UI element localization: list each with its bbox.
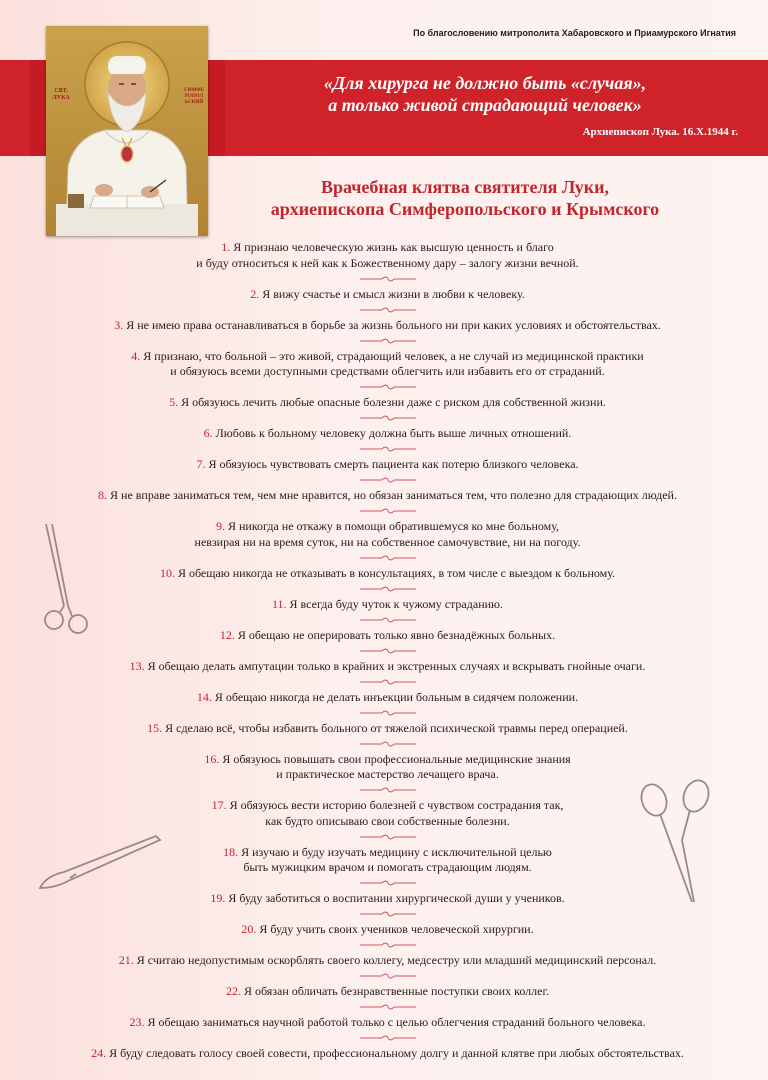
oath-item-text: Я считаю недопустимым оскорблять своего коллегу, медсестру или младший медицинский персонал. [136, 953, 657, 967]
oath-item-number: 11. [271, 596, 287, 611]
forceps-icon [38, 520, 98, 640]
oath-item-text: Я буду следовать голосу своей совести, профессиональному долгу и данной клятве при любых обстоятельствах. [109, 1046, 684, 1060]
ornament-divider [20, 302, 755, 318]
oath-item [20, 519, 755, 550]
oath-item-text: Я сделаю всё, чтобы избавить больного от тяжелой психической травмы перед операцией. [165, 720, 628, 735]
oath-item-number: 8. [98, 488, 108, 502]
ornament-divider [20, 969, 755, 985]
oath-item-number: 5. [169, 395, 179, 409]
oath-item-text: Я обязуюсь повышать свои профессиональные медицинские знания и практическое мастерство лечащего врача. [222, 751, 571, 781]
oath-item [20, 349, 755, 380]
oath-item-number: 6. [203, 426, 213, 440]
oath-item [20, 287, 755, 303]
oath-item-number: 13. [129, 658, 145, 673]
ornament-divider [20, 504, 755, 520]
oath-item-text: Я буду учить своих учеников человеческой хирургии. [259, 922, 534, 936]
oath-item-number: 4. [131, 348, 141, 363]
oath-item-number: 20. [241, 922, 257, 936]
ornament-divider [20, 643, 755, 659]
quote-line-1: «Для хирурга не должно быть «случая», [323, 73, 647, 93]
oath-item-text: Я обещаю делать ампутации только в крайних и экстренных случаях и вскрывать гнойные очаги. [147, 658, 646, 673]
oath-item [20, 597, 755, 613]
oath-item [20, 566, 755, 582]
oath-item-text: Я вижу счастье и смысл жизни в любви к человеку. [262, 286, 525, 301]
oath-item-number: 2. [250, 286, 260, 301]
oath-list [20, 240, 755, 1062]
quote-text [225, 72, 745, 116]
oath-item-text: Я изучаю и буду изучать медицину с исключительной целью быть мужицким врачом и помогать страдающим людям. [241, 844, 552, 874]
saint-portrait-icon [46, 26, 208, 236]
ornament-divider [20, 1000, 755, 1016]
oath-item-number: 18. [223, 844, 239, 859]
page-title [200, 176, 730, 220]
ornament-divider [20, 380, 755, 396]
oath-item-number: 24. [91, 1046, 107, 1060]
oath-item-number: 19. [210, 891, 226, 905]
oath-item [20, 1046, 755, 1062]
oath-item-text: Я обещаю не оперировать только явно безнадёжных больных. [237, 627, 556, 642]
oath-item [20, 395, 755, 411]
ornament-divider [20, 550, 755, 566]
oath-item [20, 240, 755, 271]
ornament-divider [20, 411, 755, 427]
icon-inscription-right: СИМФЕРОПОЛЬСКИЙ [184, 88, 204, 105]
oath-item-number: 12. [219, 627, 235, 642]
oath-item-text: Я обещаю заниматься научной работой только с целью облегчения страданий больного человека. [147, 1015, 646, 1029]
title-line-1: Врачебная клятва святителя Луки, [320, 177, 610, 197]
oath-item-number: 7. [196, 457, 206, 471]
oath-item-text: Я обязуюсь чувствовать смерть пациента как потерю близкого человека. [208, 457, 579, 471]
oath-item-number: 17. [211, 798, 227, 812]
oath-item [20, 628, 755, 644]
oath-item-text: Я обязуюсь вести историю болезней с чувством сострадания так, как будто описываю свои собственные болезни. [229, 798, 564, 828]
ornament-divider [20, 333, 755, 349]
oath-item-number: 10. [159, 565, 175, 580]
oath-item-text: Я буду заботиться о воспитании хирургической души у учеников. [228, 891, 565, 905]
oath-item-text: Любовь к больному человеку должна быть выше личных отношений. [215, 426, 572, 440]
oath-item-number: 9. [215, 519, 225, 533]
scalpel-icon [36, 830, 166, 896]
oath-item-text: Я всегда буду чуток к чужому страданию. [289, 596, 503, 611]
oath-item [20, 457, 755, 473]
oath-item-number: 3. [114, 317, 124, 332]
oath-item-number: 14. [196, 689, 212, 704]
ornament-divider [20, 736, 755, 752]
oath-item [20, 488, 755, 504]
oath-item-number: 23. [129, 1015, 145, 1029]
oath-item-number: 22. [225, 984, 241, 998]
oath-item [20, 922, 755, 938]
saint-luke-icon-image [46, 26, 208, 236]
ornament-divider [20, 581, 755, 597]
oath-item-text: Я обещаю никогда не отказывать в консультациях, в том числе с выездом к больному. [177, 565, 616, 580]
ornament-divider [20, 442, 755, 458]
title-line-2: архиепископа Симферопольского и Крымского [270, 199, 660, 219]
oath-item-text: Я обязан обличать безнравственные поступки своих коллег. [243, 984, 550, 998]
oath-item [20, 690, 755, 706]
ornament-divider [20, 473, 755, 489]
ornament-divider [20, 271, 755, 287]
oath-item-number: 1. [221, 240, 231, 254]
icon-inscription-left: СВТ. ЛУКА [52, 88, 70, 101]
quote-author: Архиепископ Лука. 16.X.1944 г. [582, 126, 738, 138]
ornament-divider [20, 1031, 755, 1047]
ornament-divider [20, 938, 755, 954]
oath-item-text: Я не имею права останавливаться в борьбе за жизнь больного ни при каких условиях и обстоятельствах. [126, 317, 661, 332]
quote-line-2: а только живой страдающий человек» [328, 95, 642, 115]
oath-item [20, 426, 755, 442]
oath-item [20, 1015, 755, 1031]
oath-item-number: 21. [118, 953, 134, 967]
oath-item-number: 16. [204, 751, 220, 766]
oath-item-text: Я обязуюсь лечить любые опасные болезни даже с риском для собственной жизни. [181, 395, 606, 409]
oath-item [20, 984, 755, 1000]
oath-item-number: 15. [147, 720, 163, 735]
oath-item [20, 721, 755, 737]
oath-item-text: Я обещаю никогда не делать инъекции больным в сидячем положении. [214, 689, 579, 704]
oath-item [20, 318, 755, 334]
oath-item-text: Я никогда не откажу в помощи обратившемуся ко мне больному, невзирая ни на время суток, ни на собственное самочувствие, ни на погоду. [194, 519, 581, 549]
ornament-divider [20, 674, 755, 690]
blessing-note: По благословению митрополита Хабаровского и Приамурского Игнатия [413, 28, 736, 38]
oath-item-text: Я признаю человеческую жизнь как высшую ценность и благо и буду относиться к ней как к Божественному дару – залогу жизни вечной. [196, 240, 579, 270]
oath-item-text: Я признаю, что больной – это живой, страдающий человек, а не случай из медицинской практики и обязуюсь всеми доступными средствами облегчить или избавить его от страданий. [143, 348, 644, 378]
oath-item [20, 953, 755, 969]
ornament-divider [20, 705, 755, 721]
oath-item [20, 659, 755, 675]
ornament-divider [20, 612, 755, 628]
scissors-icon [632, 770, 722, 910]
oath-item-text: Я не вправе заниматься тем, чем мне нравится, но обязан заниматься тем, что полезно для страдающих людей. [110, 488, 677, 502]
